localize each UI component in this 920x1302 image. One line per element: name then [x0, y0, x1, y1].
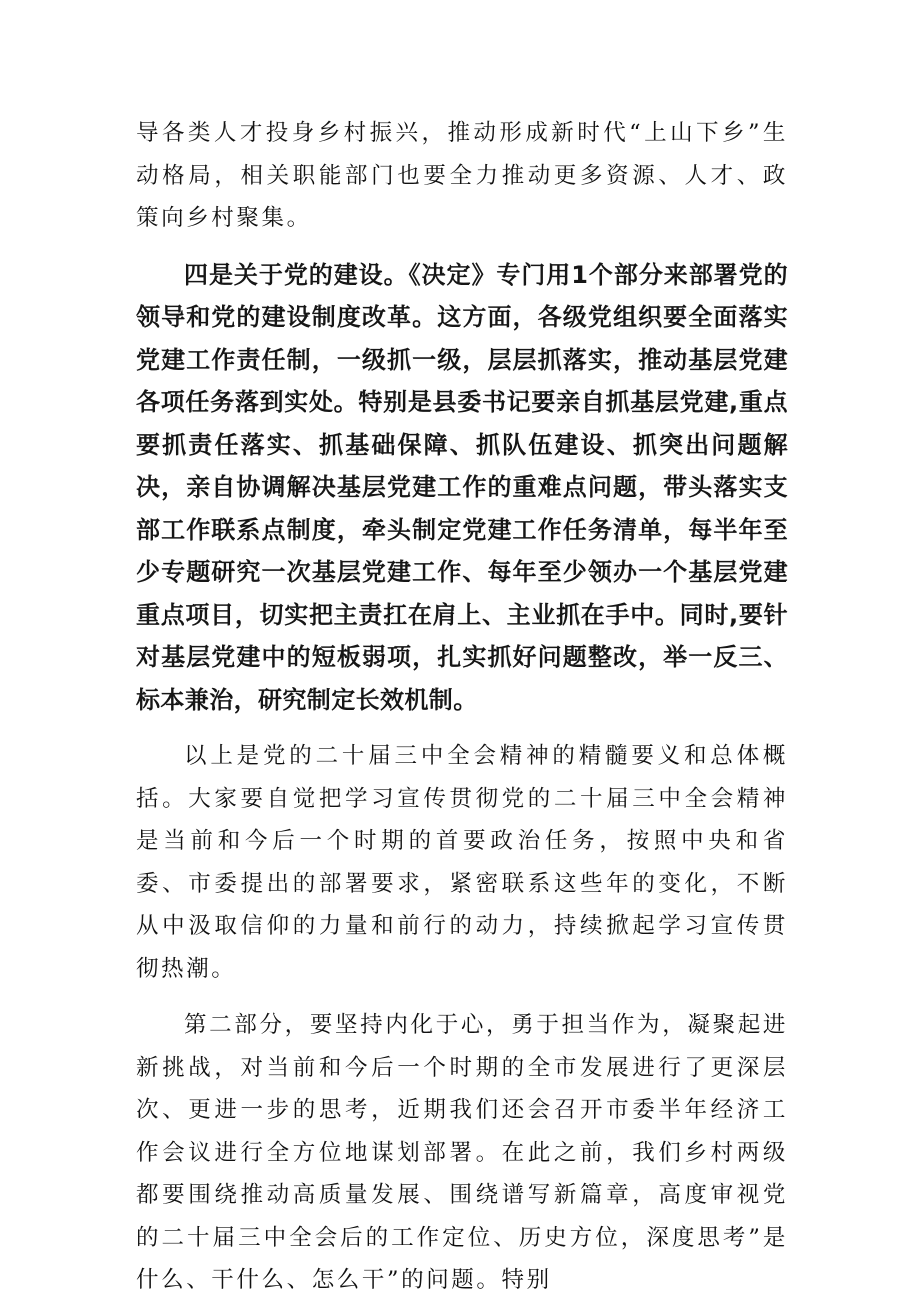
document-body [136, 112, 788, 1302]
paragraph-summary: 以上是党的二十届三中全会精神的精髓要义和总体概括。大家要自觉把学习宣传贯彻党的二十届三中全会精神是当前和今后一个时期的首要政治任务，按照中央和省委、市委提出的部署要求，紧密联系这些年的变化，不断从中汲取信仰的力量和前行的动力，持续掀起学习宣传贯彻热潮。 [136, 743, 788, 982]
paragraph-rural-talent: 导各类人才投身乡村振兴，推动形成新时代“上山下乡”生动格局，相关职能部门也要全力推动更多资源、人才、政策向乡村聚集。 [136, 120, 788, 231]
paragraph-party-building: 四是关于党的建设。《决定》专门用1个部分来部署党的领导和党的建设制度改革。这方面，各级党组织要全面落实党建工作责任制，一级抓一级，层层抓落实，推动基层党建各项任务落到实处。特别是县委书记要亲自抓基层党建,重点要抓责任落实、抓基础保障、抓队伍建设、抓突出问题解决，亲自协调解决基层党建工作的重难点问题，带头落实支部工作联系点制度，牵头制定党建工作任务清单，每半年至少专题研究一次基层党建工作、每年至少领办一个基层党建重点项目，切实把主责扛在肩上、主业抓在手中。同时,要针对基层党建中的短板弱项，扎实抓好问题整改，举一反三、标本兼治，研究制定长效机制。 [136, 260, 788, 714]
paragraph-part-two: 第二部分，要坚持内化于心，勇于担当作为，凝聚起进新挑战，对当前和今后一个时期的全市发展进行了更深层次、更进一步的思考，近期我们还会召开市委半年经济工作会议进行全方位地谋划部署。在此之前，我们乡村两级都要围绕推动高质量发展、围绕谱写新篇章，高度审视党的二十届三中全会后的工作定位、历史方位，深度思考”是什么、干什么、怎么干”的问题。特别 [136, 1012, 788, 1293]
